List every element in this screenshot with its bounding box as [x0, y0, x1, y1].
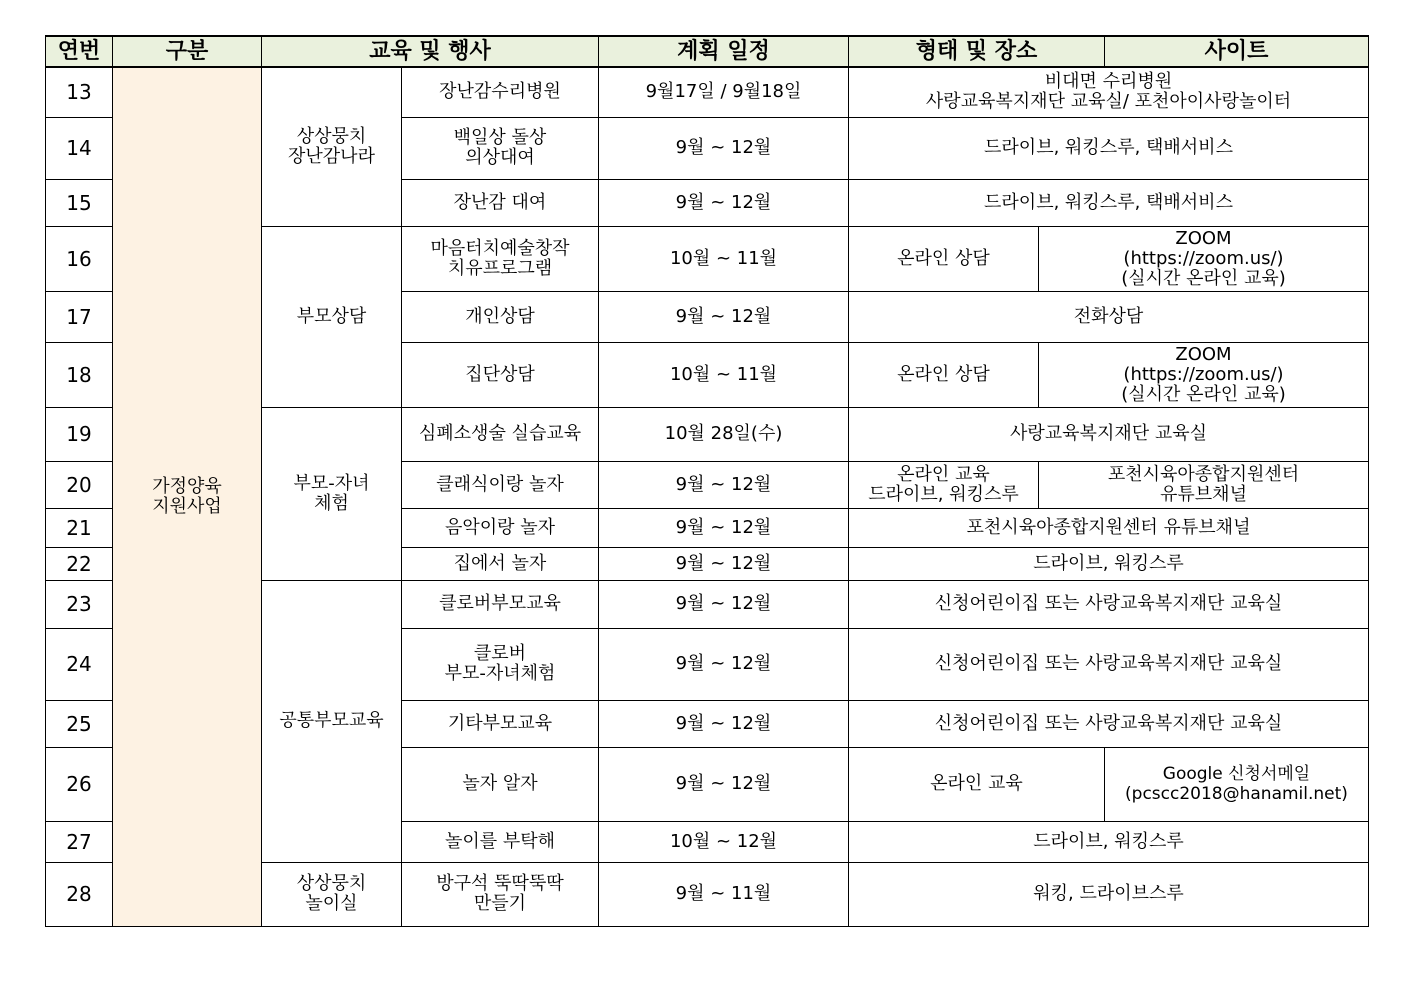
schedule-cell: 9월 ~ 11월	[599, 862, 849, 926]
program-cell: 클래식이랑 놀자	[402, 461, 599, 508]
schedule-cell: 10월 ~ 12월	[599, 821, 849, 862]
schedule-cell: 10월 28일(수)	[599, 407, 849, 461]
schedule-cell: 9월 ~ 12월	[599, 747, 849, 821]
row-number: 24	[46, 628, 113, 700]
row-number: 26	[46, 747, 113, 821]
schedule-cell: 10월 ~ 11월	[599, 226, 849, 291]
site-cell: 포천시육아종합지원센터 유튜브채널	[1039, 461, 1369, 508]
program-cell: 클로버부모교육	[402, 580, 599, 628]
group-cell: 부모상담	[262, 226, 402, 407]
header-program: 교육 및 행사	[262, 36, 599, 67]
program-cell: 놀이를 부탁해	[402, 821, 599, 862]
program-cell: 심폐소생술 실습교육	[402, 407, 599, 461]
header-row	[46, 36, 1369, 67]
row-number: 22	[46, 547, 113, 580]
row-number: 19	[46, 407, 113, 461]
schedule-cell: 9월 ~ 12월	[599, 700, 849, 747]
program-cell: 놀자 알자	[402, 747, 599, 821]
row-number: 20	[46, 461, 113, 508]
group-cell: 상상뭉치 장난감나라	[262, 67, 402, 226]
group-cell: 상상뭉치 놀이실	[262, 862, 402, 926]
schedule-cell: 10월 ~ 11월	[599, 342, 849, 407]
program-cell: 클로버 부모-자녀체험	[402, 628, 599, 700]
program-cell: 개인상담	[402, 291, 599, 342]
schedule-cell: 9월 ~ 12월	[599, 179, 849, 226]
row-number: 14	[46, 117, 113, 179]
site-cell: Google 신청서메일 (pcscc2018@hanamil.net)	[1105, 747, 1369, 821]
place-cell: 드라이브, 워킹스루	[849, 821, 1369, 862]
table-row	[46, 67, 1369, 117]
row-number: 13	[46, 67, 113, 117]
header-format: 형태 및 장소	[849, 36, 1105, 67]
program-cell: 마음터치예술창작 치유프로그램	[402, 226, 599, 291]
schedule-cell: 9월 ~ 12월	[599, 117, 849, 179]
program-cell: 집단상담	[402, 342, 599, 407]
header-site: 사이트	[1105, 36, 1369, 67]
place-cell: 드라이브, 워킹스루	[849, 547, 1369, 580]
format-cell: 온라인 상담	[849, 226, 1039, 291]
row-number: 16	[46, 226, 113, 291]
place-cell: 신청어린이집 또는 사랑교육복지재단 교육실	[849, 628, 1369, 700]
row-number: 17	[46, 291, 113, 342]
category-cell: 가정양육 지원사업	[113, 67, 262, 926]
program-cell: 기타부모교육	[402, 700, 599, 747]
program-cell: 방구석 뚝딱뚝딱 만들기	[402, 862, 599, 926]
group-cell: 공통부모교육	[262, 580, 402, 862]
row-number: 18	[46, 342, 113, 407]
row-number: 23	[46, 580, 113, 628]
place-cell: 드라이브, 워킹스루, 택배서비스	[849, 179, 1369, 226]
place-cell: 비대면 수리병원 사랑교육복지재단 교육실/ 포천아이사랑놀이터	[849, 67, 1369, 117]
row-number: 28	[46, 862, 113, 926]
schedule-cell: 9월 ~ 12월	[599, 461, 849, 508]
program-schedule-table	[45, 35, 1369, 927]
group-cell: 부모-자녀 체험	[262, 407, 402, 580]
program-cell: 음악이랑 놀자	[402, 508, 599, 547]
program-cell: 집에서 놀자	[402, 547, 599, 580]
schedule-cell: 9월 ~ 12월	[599, 628, 849, 700]
schedule-cell: 9월 ~ 12월	[599, 508, 849, 547]
place-cell: 전화상담	[849, 291, 1369, 342]
place-cell: 사랑교육복지재단 교육실	[849, 407, 1369, 461]
site-cell: ZOOM (https://zoom.us/) (실시간 온라인 교육)	[1039, 342, 1369, 407]
schedule-cell: 9월 ~ 12월	[599, 580, 849, 628]
program-cell: 백일상 돌상 의상대여	[402, 117, 599, 179]
schedule-cell: 9월 ~ 12월	[599, 291, 849, 342]
place-cell: 워킹, 드라이브스루	[849, 862, 1369, 926]
schedule-cell: 9월 ~ 12월	[599, 547, 849, 580]
header-schedule: 계획 일정	[599, 36, 849, 67]
row-number: 27	[46, 821, 113, 862]
schedule-cell: 9월17일 / 9월18일	[599, 67, 849, 117]
program-cell: 장난감수리병원	[402, 67, 599, 117]
place-cell: 신청어린이집 또는 사랑교육복지재단 교육실	[849, 700, 1369, 747]
format-cell: 온라인 교육 드라이브, 워킹스루	[849, 461, 1039, 508]
place-cell: 신청어린이집 또는 사랑교육복지재단 교육실	[849, 580, 1369, 628]
format-cell: 온라인 상담	[849, 342, 1039, 407]
place-cell: 포천시육아종합지원센터 유튜브채널	[849, 508, 1369, 547]
row-number: 25	[46, 700, 113, 747]
site-cell: ZOOM (https://zoom.us/) (실시간 온라인 교육)	[1039, 226, 1369, 291]
place-cell: 드라이브, 워킹스루, 택배서비스	[849, 117, 1369, 179]
row-number: 15	[46, 179, 113, 226]
header-no: 연번	[46, 36, 113, 67]
row-number: 21	[46, 508, 113, 547]
program-cell: 장난감 대여	[402, 179, 599, 226]
header-category: 구분	[113, 36, 262, 67]
format-cell: 온라인 교육	[849, 747, 1105, 821]
